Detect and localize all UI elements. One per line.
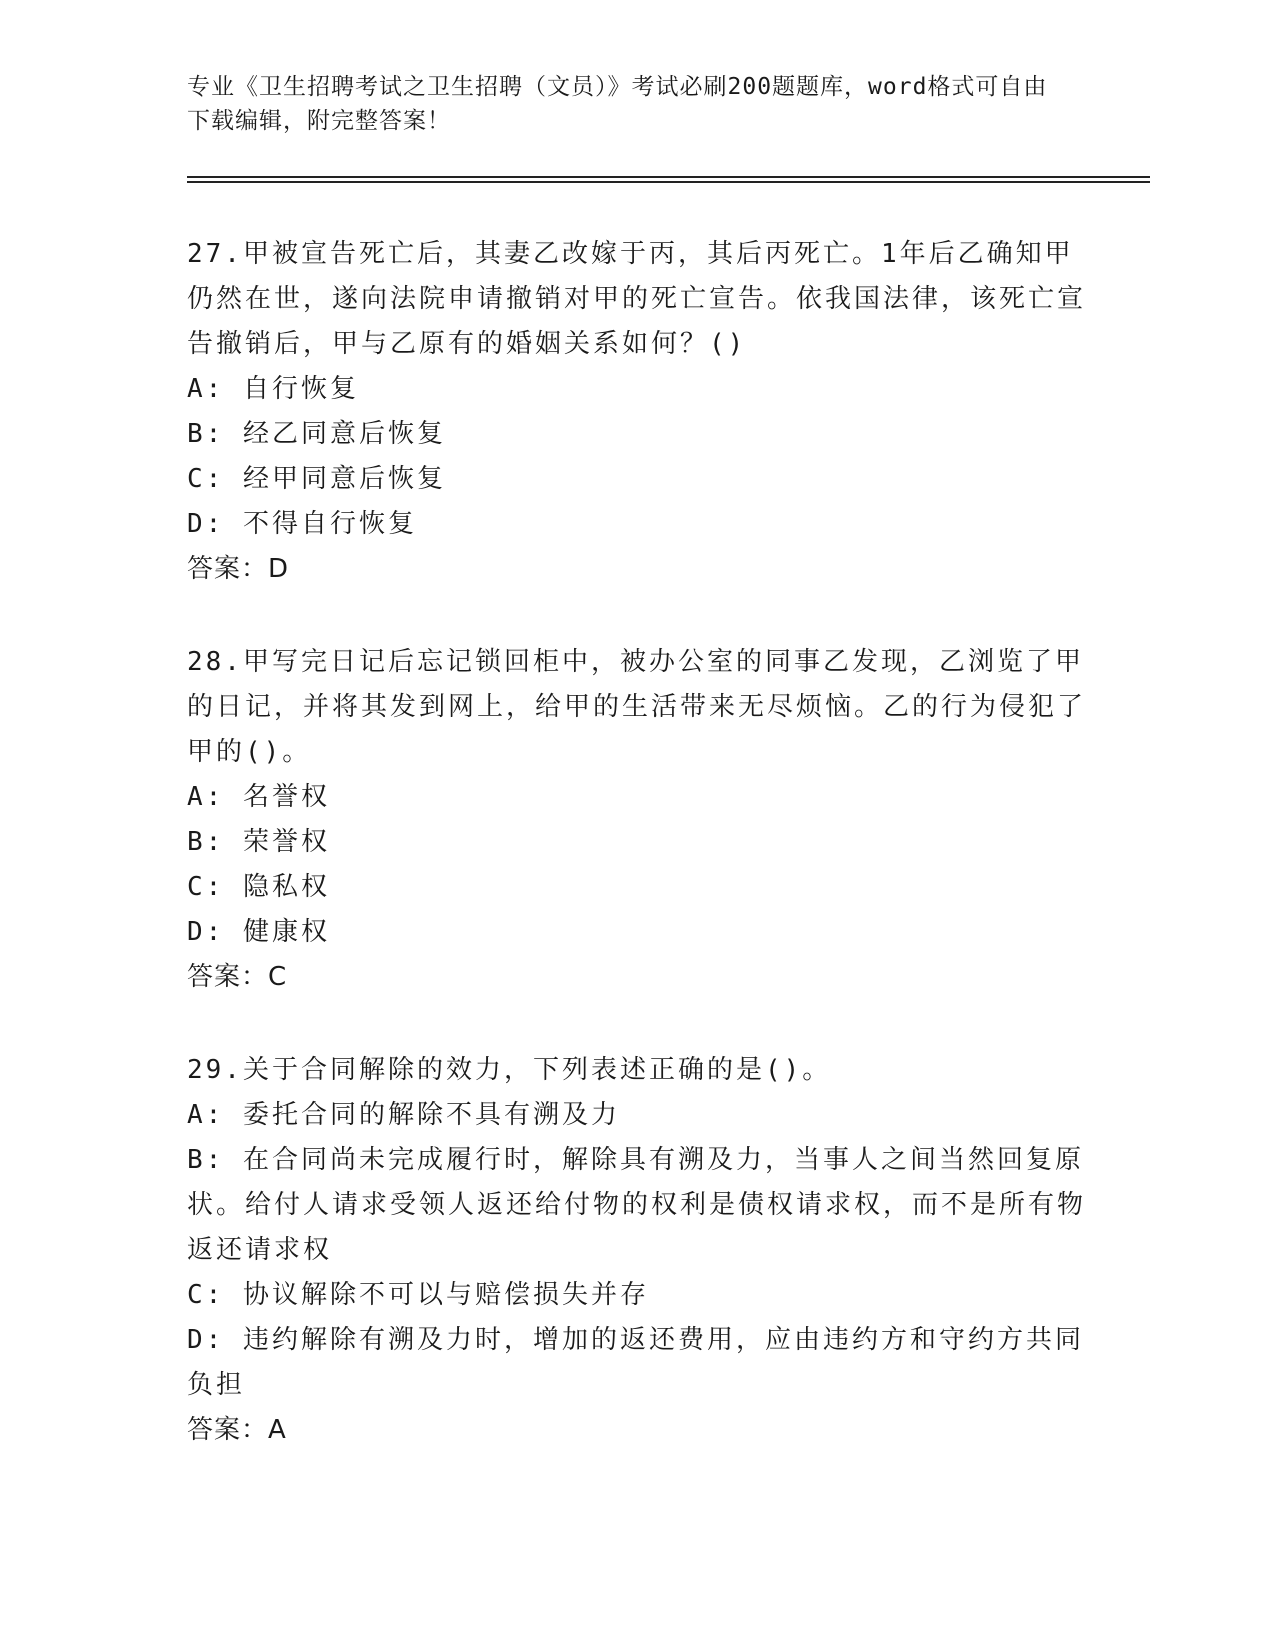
option-d: D: 不得自行恢复 — [187, 509, 417, 539]
answer-label: 答案：C — [187, 962, 288, 992]
option-c: C: 协议解除不可以与赔偿损失并存 — [187, 1280, 649, 1310]
question-stem: 29.关于合同解除的效力，下列表述正确的是()。 — [187, 1055, 832, 1085]
option-b: B: 经乙同意后恢复 — [187, 419, 446, 449]
question-29 — [187, 1048, 1087, 1453]
answer-label: 答案：D — [187, 554, 290, 584]
answer-label: 答案：A — [187, 1415, 287, 1445]
option-d: D: 违约解除有溯及力时，增加的返还费用，应由违约方和守约方共同负担 — [187, 1325, 1084, 1400]
document-header: 专业《卫生招聘考试之卫生招聘（文员）》考试必刷200题题库，word格式可自由下载编辑，附完整答案！ — [187, 74, 1048, 134]
header-divider-bottom — [187, 181, 1150, 183]
option-d: D: 健康权 — [187, 917, 330, 947]
option-b: B: 荣誉权 — [187, 827, 330, 857]
question-stem: 27.甲被宣告死亡后，其妻乙改嫁于丙，其后丙死亡。1年后乙确知甲仍然在世，遂向法院申请撤销对甲的死亡宣告。依我国法律，该死亡宣告撤销后，甲与乙原有的婚姻关系如何？() — [187, 239, 1087, 359]
header-divider-top — [187, 176, 1150, 178]
question-27 — [187, 232, 1087, 592]
option-c: C: 隐私权 — [187, 872, 330, 902]
question-stem: 28.甲写完日记后忘记锁回柜中，被办公室的同事乙发现，乙浏览了甲的日记，并将其发到网上，给甲的生活带来无尽烦恼。乙的行为侵犯了甲的()。 — [187, 647, 1087, 767]
option-a: A: 名誉权 — [187, 782, 330, 812]
option-a: A: 委托合同的解除不具有溯及力 — [187, 1100, 620, 1130]
question-28 — [187, 640, 1087, 1000]
option-c: C: 经甲同意后恢复 — [187, 464, 446, 494]
option-b: B: 在合同尚未完成履行时，解除具有溯及力，当事人之间当然回复原状。给付人请求受领人返还给付物的权利是债权请求权，而不是所有物返还请求权 — [187, 1145, 1087, 1265]
option-a: A: 自行恢复 — [187, 374, 359, 404]
